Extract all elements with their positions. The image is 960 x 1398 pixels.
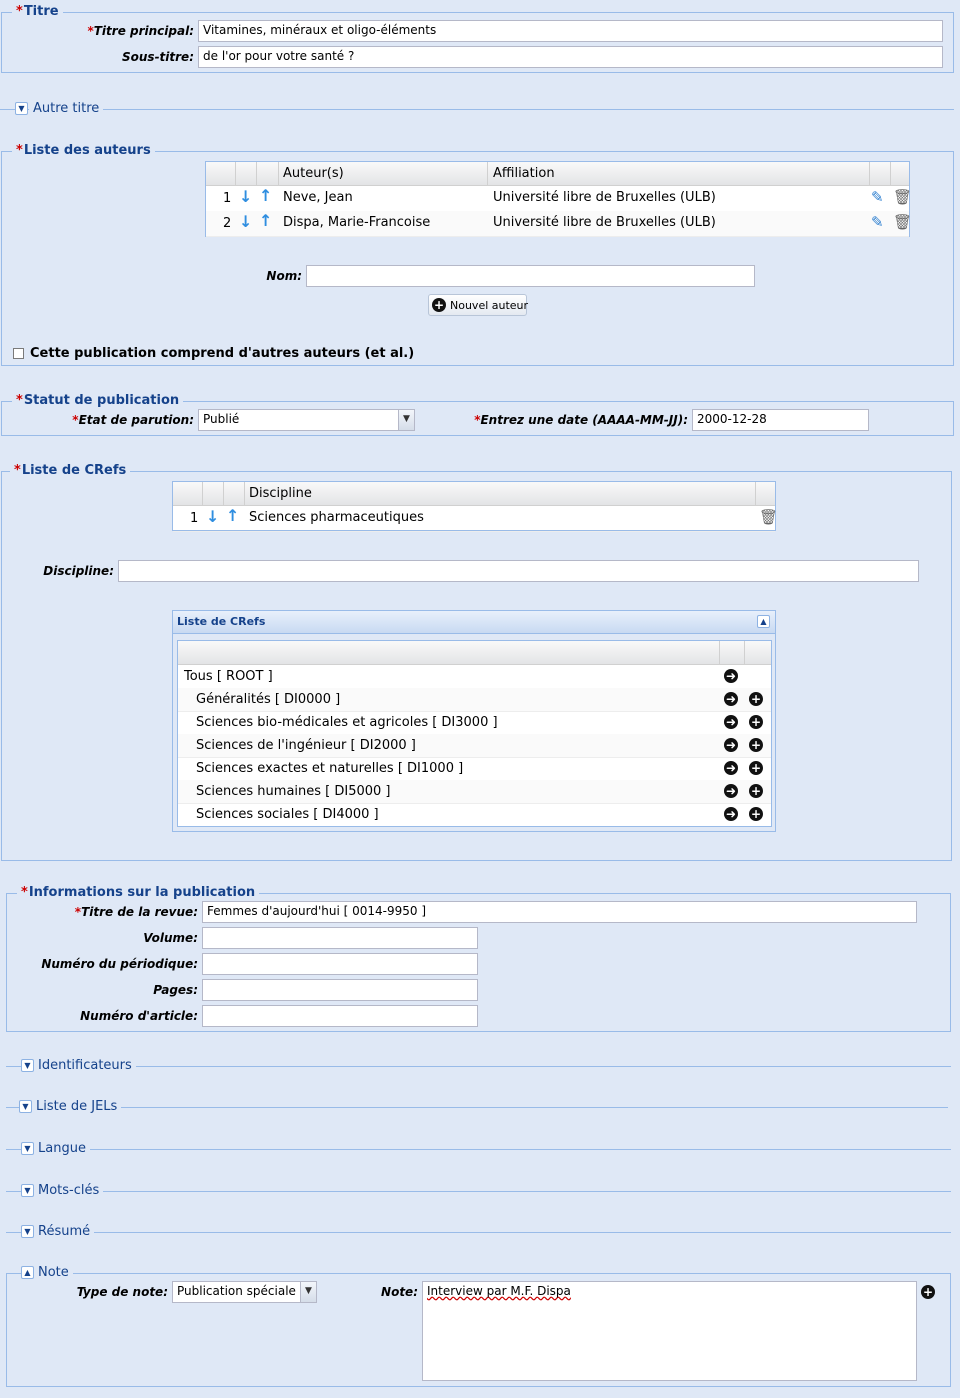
etat-label: *Etat de parution: [72, 413, 194, 427]
add-circle-icon: + [433, 298, 445, 312]
row-number: 1 [223, 191, 232, 206]
arrow-right-circle-icon[interactable]: ➜ [725, 738, 737, 752]
crefs-panel [172, 610, 776, 832]
tree-row[interactable] [178, 780, 771, 804]
add-circle-icon[interactable]: + [750, 692, 762, 706]
note-legend[interactable]: Note [34, 1265, 73, 1280]
note-label: Note: [381, 1285, 418, 1299]
tree-row[interactable] [178, 711, 771, 735]
article-input[interactable] [202, 1005, 478, 1027]
autre-titre-expand-icon[interactable]: ▼ [15, 102, 28, 115]
move-up-icon[interactable]: ↑ [259, 211, 273, 230]
infos-legend: *Informations sur la publication [17, 885, 259, 900]
tree-label: Sciences humaines [ DI5000 ] [196, 784, 391, 799]
arrow-right-circle-icon[interactable]: ➜ [725, 715, 737, 729]
tree-row[interactable] [178, 803, 771, 826]
resume-title[interactable]: Résumé [34, 1224, 94, 1239]
revue-input[interactable]: Femmes d'aujourd'hui [ 0014-9950 ] [202, 901, 917, 923]
crefs-tree [177, 640, 772, 827]
type-note-value: Publication spéciale [177, 1284, 296, 1298]
sous-titre-label: Sous-titre: [122, 50, 194, 64]
volume-input[interactable] [202, 927, 478, 949]
crefs-grid [172, 481, 779, 531]
tree-row[interactable] [178, 757, 771, 781]
move-down-icon[interactable]: ↓ [206, 507, 220, 526]
auteurs-grid-header [206, 162, 909, 186]
move-up-icon[interactable]: ↑ [259, 186, 273, 205]
nouvel-auteur-button[interactable] [428, 294, 527, 316]
titre-principal-input[interactable]: Vitamines, minéraux et oligo-éléments [198, 20, 943, 42]
jels-title[interactable]: Liste de JELs [32, 1099, 121, 1114]
etal-checkbox[interactable] [13, 348, 24, 359]
pages-input[interactable] [202, 979, 478, 1001]
move-down-icon[interactable]: ↓ [239, 187, 253, 206]
sous-titre-input[interactable]: de l'or pour votre santé ? [198, 46, 943, 68]
autre-titre-title[interactable]: Autre titre [29, 101, 103, 116]
tree-label: Sciences sociales [ DI4000 ] [196, 807, 379, 822]
etat-select[interactable] [198, 409, 415, 431]
crefs-legend: *Liste de CRefs [10, 463, 130, 478]
nom-input[interactable] [306, 265, 755, 287]
tree-row[interactable] [178, 665, 771, 689]
author-name: Neve, Jean [283, 190, 353, 205]
titre-legend: *Titre [12, 4, 63, 19]
titre-principal-label: *Titre principal: [87, 24, 194, 38]
move-down-icon[interactable]: ↓ [239, 212, 253, 231]
langue-line [6, 1149, 951, 1150]
author-affiliation: Université libre de Bruxelles (ULB) [493, 190, 716, 205]
volume-label: Volume: [143, 931, 198, 945]
row-number: 2 [223, 216, 232, 231]
nouvel-auteur-label: Nouvel auteur [450, 299, 529, 312]
article-label: Numéro d'article: [80, 1009, 198, 1023]
tree-label: Sciences de l'ingénieur [ DI2000 ] [196, 738, 416, 753]
column-header-affiliation[interactable]: Affiliation [493, 166, 555, 181]
nom-label: Nom: [266, 269, 302, 283]
resume-expand-icon[interactable]: ▼ [21, 1225, 34, 1238]
tree-row[interactable] [178, 688, 771, 712]
auteurs-grid [205, 161, 913, 237]
resume-line [6, 1232, 951, 1233]
langue-expand-icon[interactable]: ▼ [21, 1142, 34, 1155]
table-row [206, 186, 913, 212]
date-input[interactable]: 2000-12-28 [692, 409, 869, 431]
date-label: *Entrez une date (AAAA-MM-JJ): [474, 413, 688, 427]
crefs-tree-header [178, 641, 771, 665]
tree-label: Sciences bio-médicales et agricoles [ DI3000 ] [196, 715, 498, 730]
crefs-grid-header [173, 482, 775, 506]
arrow-right-circle-icon[interactable]: ➜ [725, 784, 737, 798]
auteurs-legend: *Liste des auteurs [12, 143, 155, 158]
discipline-label: Discipline: [43, 564, 114, 578]
add-circle-icon[interactable]: + [750, 738, 762, 752]
mots-expand-icon[interactable]: ▼ [21, 1184, 34, 1197]
etal-label: Cette publication comprend d'autres auteurs (et al.) [30, 346, 415, 361]
jels-expand-icon[interactable]: ▼ [19, 1100, 32, 1113]
crefs-panel-header [173, 611, 775, 634]
table-row [206, 211, 913, 237]
author-affiliation: Université libre de Bruxelles (ULB) [493, 215, 716, 230]
identificateurs-line [6, 1066, 951, 1067]
edit-icon[interactable]: ✎ [871, 213, 884, 231]
collapse-icon[interactable]: ▲ [757, 615, 770, 628]
langue-title[interactable]: Langue [34, 1141, 90, 1156]
arrow-right-circle-icon[interactable]: ➜ [725, 761, 737, 775]
arrow-right-circle-icon[interactable]: ➜ [725, 692, 737, 706]
numero-label: Numéro du périodique: [41, 957, 198, 971]
type-note-select[interactable] [172, 1281, 317, 1303]
note-collapse-icon[interactable]: ▲ [21, 1266, 34, 1279]
trash-icon[interactable]: 🗑 [893, 188, 913, 206]
autre-titre-line [0, 109, 954, 110]
tree-label: Sciences exactes et naturelles [ DI1000 ] [196, 761, 464, 776]
column-header-discipline[interactable]: Discipline [249, 486, 312, 501]
add-circle-icon[interactable]: + [922, 1285, 934, 1299]
identificateurs-title[interactable]: Identificateurs [34, 1058, 136, 1073]
note-text: Interview par M.F. Dispa [427, 1284, 571, 1298]
add-circle-icon[interactable]: + [750, 784, 762, 798]
add-circle-icon[interactable]: + [750, 715, 762, 729]
arrow-right-circle-icon[interactable]: ➜ [725, 669, 737, 683]
jels-line [6, 1107, 948, 1108]
trash-icon[interactable]: 🗑 [759, 508, 779, 526]
tree-label: Généralités [ DI0000 ] [196, 692, 341, 707]
tree-row[interactable] [178, 734, 771, 758]
edit-icon[interactable]: ✎ [871, 188, 884, 206]
discipline-input[interactable] [118, 560, 919, 582]
add-circle-icon[interactable]: + [750, 807, 762, 821]
crefs-panel-title: Liste de CRefs [177, 615, 266, 628]
etat-select-value: Publié [203, 412, 240, 426]
chevron-down-icon[interactable]: ▼ [398, 410, 414, 430]
numero-input[interactable] [202, 953, 478, 975]
trash-icon[interactable]: 🗑 [893, 213, 913, 231]
add-circle-icon[interactable]: + [750, 761, 762, 775]
arrow-right-circle-icon[interactable]: ➜ [725, 807, 737, 821]
author-name: Dispa, Marie-Francoise [283, 215, 431, 230]
discipline-value: Sciences pharmaceutiques [249, 510, 424, 525]
note-textarea[interactable] [422, 1281, 917, 1381]
tree-label: Tous [ ROOT ] [184, 669, 273, 684]
mots-line [6, 1191, 951, 1192]
statut-legend: *Statut de publication [12, 393, 183, 408]
type-note-label: Type de note: [76, 1285, 168, 1299]
table-row [173, 506, 779, 532]
revue-label: *Titre de la revue: [74, 905, 198, 919]
mots-title[interactable]: Mots-clés [34, 1183, 103, 1198]
identificateurs-expand-icon[interactable]: ▼ [21, 1059, 34, 1072]
chevron-down-icon[interactable]: ▼ [300, 1282, 316, 1302]
pages-label: Pages: [153, 983, 198, 997]
move-up-icon[interactable]: ↑ [226, 506, 240, 525]
row-number: 1 [190, 511, 199, 526]
column-header-auteurs[interactable]: Auteur(s) [283, 166, 344, 181]
